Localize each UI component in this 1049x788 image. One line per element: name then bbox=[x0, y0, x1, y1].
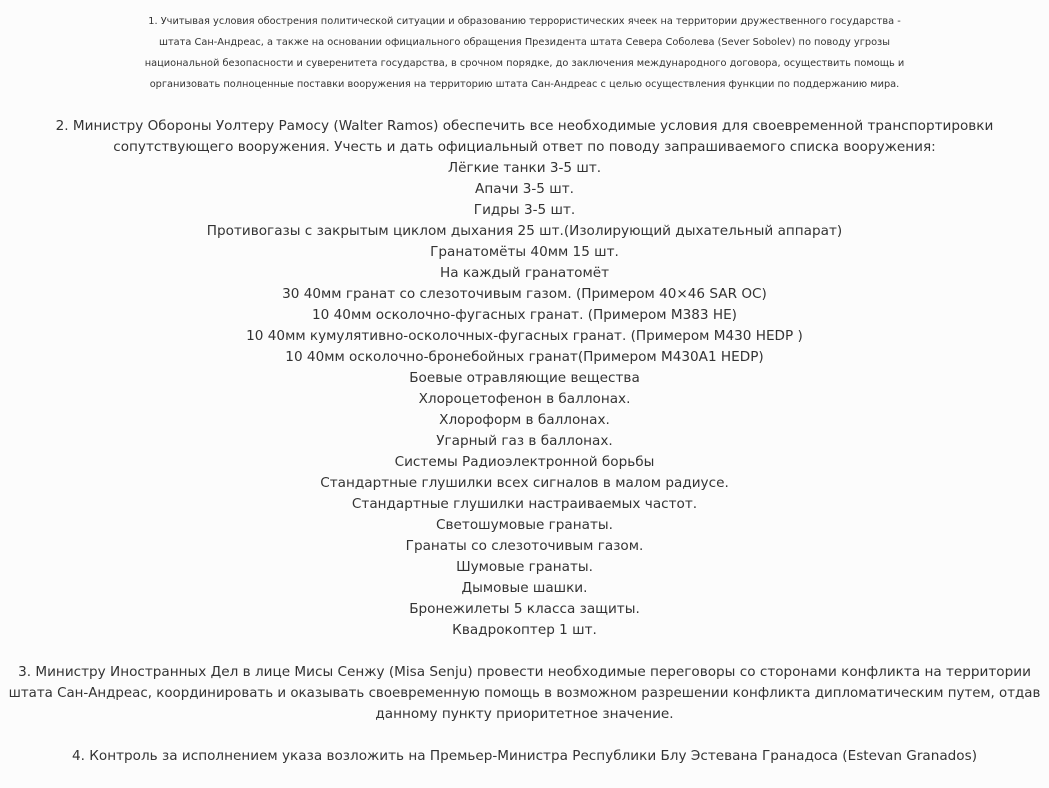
weapons-list-item: На каждый гранатомёт bbox=[439, 265, 610, 281]
weapons-list-item: Светошумовые гранаты. bbox=[436, 517, 613, 533]
paragraph-1-line: штата Сан-Андреас, а также на основании официального обращения Президента штата Севера Соболева (Sever Sobolev) по поводу угрозы bbox=[158, 37, 891, 48]
weapons-list-item: Гранаты со слезоточивым газом. bbox=[405, 538, 644, 554]
weapons-list-item: Системы Радиоэлектронной борьбы bbox=[394, 454, 655, 470]
decree-document bbox=[0, 11, 1049, 788]
weapons-list-item: Бронежилеты 5 класса защиты. bbox=[409, 601, 640, 617]
weapons-list bbox=[4, 158, 1045, 641]
weapons-list-item: Шумовые гранаты. bbox=[456, 559, 593, 575]
weapons-list-item: 10 40мм осколочно-фугасных гранат. (Примером M383 HE) bbox=[312, 307, 737, 323]
paragraph-2-line: 2. Министру Обороны Уолтеру Рамосу (Walter Ramos) обеспечить все необходимые условия для своевременной транспортировки bbox=[55, 118, 994, 134]
paragraph-2-line: сопутствующего вооружения. Учесть и дать официальный ответ по поводу запрашиваемого списка вооружения: bbox=[113, 139, 936, 155]
weapons-list-item: Квадрокоптер 1 шт. bbox=[452, 622, 597, 638]
weapons-list-item: Угарный газ в баллонах. bbox=[436, 433, 613, 449]
paragraph-1-line: организовать полноценные поставки вооружения на территорию штата Сан-Андреас с целью осуществления функции по поддержанию мира. bbox=[149, 79, 900, 90]
weapons-list-item: 10 40мм осколочно-бронебойных гранат(Примером M430A1 HEDP) bbox=[285, 349, 764, 365]
weapons-list-item: Хлороцетофенон в баллонах. bbox=[418, 391, 631, 407]
paragraph-3-line: 3. Министру Иностранных Дел в лице Мисы Сенжу (Misa Senju) провести необходимые переговоры со сторонами конфликта на территории bbox=[18, 664, 1031, 680]
paragraph-1-line: 1. Учитывая условия обострения политической ситуации и образованию террористических ячеек на территории дружественного государства - bbox=[148, 16, 901, 27]
weapons-list-item: Дымовые шашки. bbox=[461, 580, 588, 596]
weapons-list-item: Боевые отравляющие вещества bbox=[409, 370, 640, 386]
paragraph-3 bbox=[0, 662, 1049, 725]
weapons-list-item: Хлороформ в баллонах. bbox=[439, 412, 610, 428]
paragraph-1-line: национальной безопасности и суверенитета государства, в срочном порядке, до заключения международного договора, осуществить помощь и bbox=[144, 58, 905, 69]
paragraph-3-line: штата Сан-Андреас, координировать и оказывать своевременную помощь в возможном разрешении конфликта дипломатическим путем, отдав bbox=[8, 686, 1041, 701]
weapons-list-item: Стандартные глушилки всех сигналов в малом радиусе. bbox=[320, 475, 729, 491]
weapons-list-item: Противогазы с закрытым циклом дыхания 25 шт.(Изолирующий дыхательный аппарат) bbox=[206, 223, 843, 239]
paragraph-3-line: данному пункту приоритетное значение. bbox=[375, 706, 674, 722]
paragraph-2 bbox=[0, 116, 1049, 641]
weapons-list-item: Стандартные глушилки настраиваемых частот. bbox=[351, 496, 698, 512]
weapons-list-item: Лёгкие танки 3-5 шт. bbox=[447, 160, 602, 176]
paragraph-4-line: 4. Контроль за исполнением указа возложить на Премьер-Министра Республики Блу Эстевана Гранадоса (Estevan Granados) bbox=[71, 748, 978, 764]
weapons-list-item: Гранатомёты 40мм 15 шт. bbox=[430, 244, 619, 260]
weapons-list-item: Апачи 3-5 шт. bbox=[475, 181, 574, 197]
paragraph-1 bbox=[0, 11, 1049, 95]
weapons-list-item: Гидры 3-5 шт. bbox=[473, 202, 576, 218]
weapons-list-item: 10 40мм кумулятивно-осколочных-фугасных гранат. (Примером M430 HEDP ) bbox=[246, 328, 803, 344]
paragraph-4 bbox=[0, 746, 1049, 767]
weapons-list-item: 30 40мм гранат со слезоточивым газом. (Примером 40×46 SAR OC) bbox=[282, 286, 767, 302]
